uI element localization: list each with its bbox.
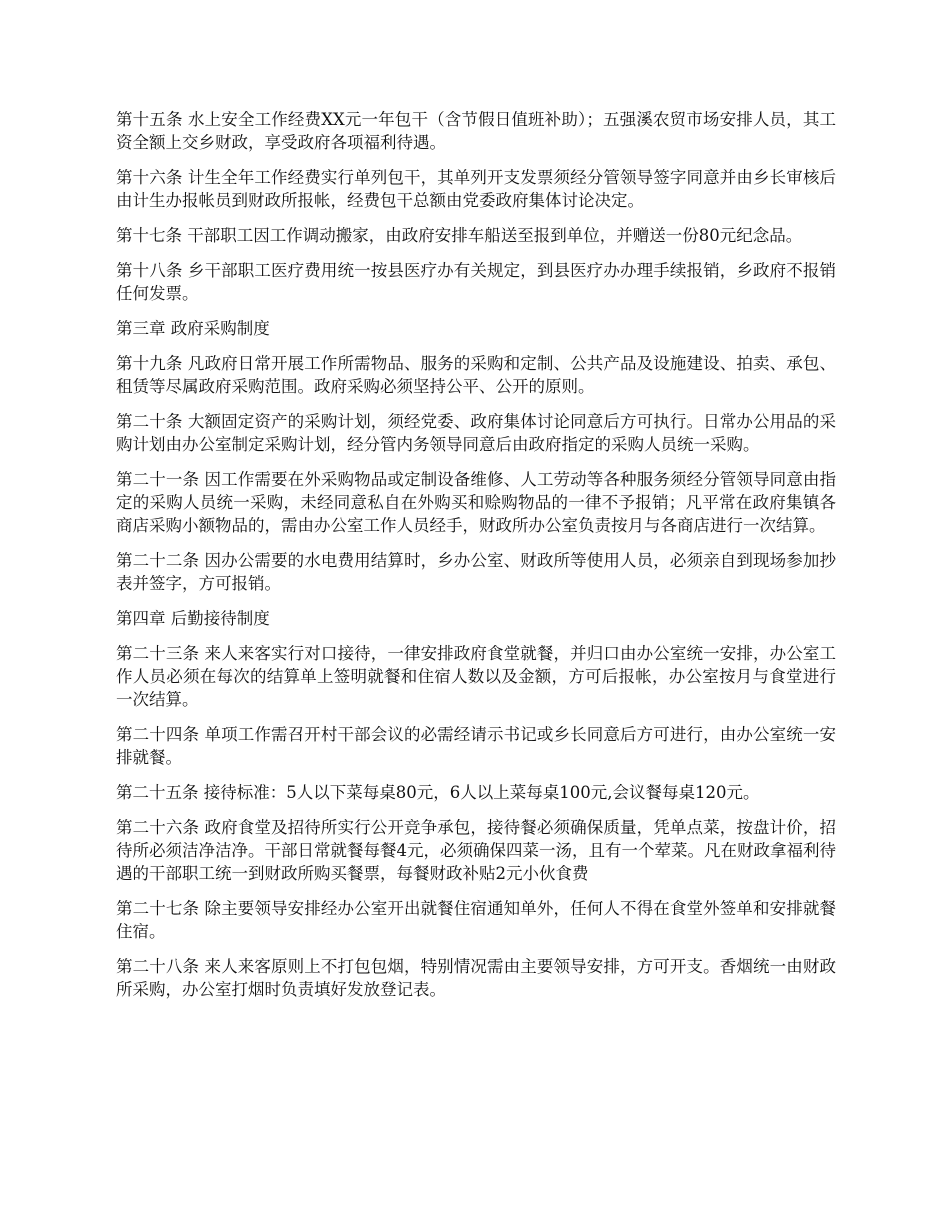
article-24: 第二十四条 单项工作需召开村干部会议的必需经请示书记或乡长同意后方可进行，由办公室统一安排就餐。 bbox=[116, 725, 836, 767]
article-28: 第二十八条 来人来客原则上不打包包烟，特别情况需由主要领导安排，方可开支。香烟统一由财政所采购，办公室打烟时负责填好发放登记表。 bbox=[116, 957, 836, 999]
article-25: 第二十五条 接待标准：5人以下菜每桌80元，6人以上菜每桌100元,会议餐每桌120元。 bbox=[116, 783, 760, 802]
article-19: 第十九条 凡政府日常开展工作所需物品、服务的采购和定制、公共产品及设施建设、拍卖、承包、租赁等尽属政府采购范围。政府采购必须坚持公平、公开的原则。 bbox=[116, 354, 836, 396]
document-body bbox=[116, 108, 836, 1013]
article-22: 第二十二条 因办公需要的水电费用结算时，乡办公室、财政所等使用人员，必须亲自到现场参加抄表并签字，方可报销。 bbox=[116, 551, 836, 593]
article-15: 第十五条 水上安全工作经费XX元一年包干（含节假日值班补助）；五强溪农贸市场安排人员，其工资全额上交乡财政，享受政府各项福利待遇。 bbox=[116, 110, 836, 152]
article-26: 第二十六条 政府食堂及招待所实行公开竞争承包，接待餐必须确保质量，凭单点菜，按盘计价，招待所必须洁净洁净。干部日常就餐每餐4元，必须确保四菜一汤，且有一个荤菜。凡在财政拿福利待遇的干部职工统一到财政所购买餐票，每餐财政补贴2元小伙食费 bbox=[116, 818, 836, 883]
article-27: 第二十七条 除主要领导安排经办公室开出就餐住宿通知单外，任何人不得在食堂外签单和安排就餐住宿。 bbox=[116, 899, 836, 941]
chapter-4-heading: 第四章 后勤接待制度 bbox=[116, 609, 270, 628]
article-23: 第二十三条 来人来客实行对口接待，一律安排政府食堂就餐，并归口由办公室统一安排，办公室工作人员必须在每次的结算单上签明就餐和住宿人数以及金额，方可后报帐，办公室按月与食堂进行一次结算。 bbox=[116, 644, 836, 709]
article-16: 第十六条 计生全年工作经费实行单列包干，其单列开支发票须经分管领导签字同意并由乡长审核后由计生办报帐员到财政所报帐，经费包干总额由党委政府集体讨论决定。 bbox=[116, 168, 836, 210]
article-20: 第二十条 大额固定资产的采购计划，须经党委、政府集体讨论同意后方可执行。日常办公用品的采购计划由办公室制定采购计划，经分管内务领导同意后由政府指定的采购人员统一采购。 bbox=[116, 412, 836, 454]
chapter-3-heading: 第三章 政府采购制度 bbox=[116, 319, 270, 338]
article-17: 第十七条 干部职工因工作调动搬家，由政府安排车船送至报到单位，并赠送一份80元纪念品。 bbox=[116, 226, 803, 245]
article-21: 第二十一条 因工作需要在外采购物品或定制设备维修、人工劳动等各种服务须经分管领导同意由指定的采购人员统一采购，未经同意私自在外购买和赊购物品的一律不予报销；凡平常在政府集镇各商店采购小额物品的，需由办公室工作人员经手，财政所办公室负责按月与各商店进行一次结算。 bbox=[116, 470, 836, 535]
article-18: 第十八条 乡干部职工医疗费用统一按县医疗办有关规定，到县医疗办办理手续报销，乡政府不报销任何发票。 bbox=[116, 261, 836, 303]
